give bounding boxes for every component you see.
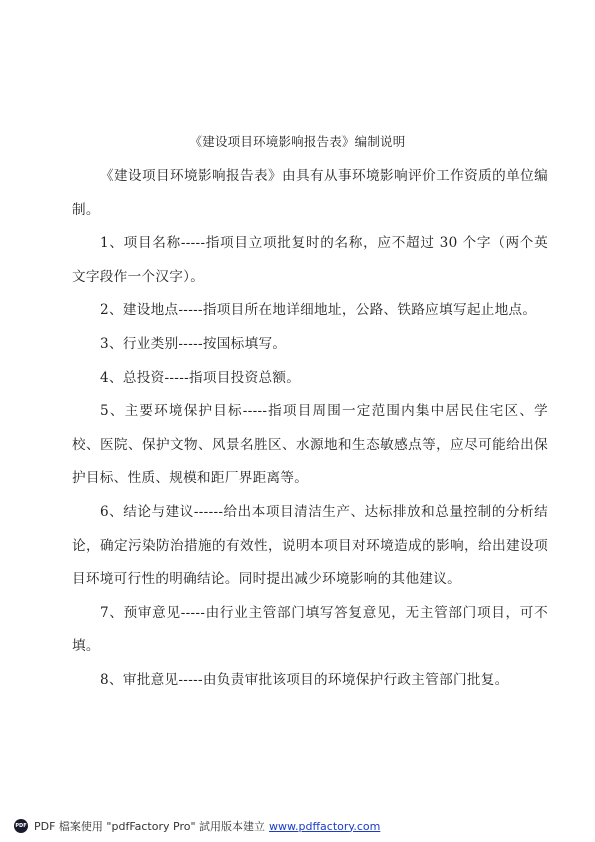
item-total-investment: 4、总投资-----指项目投资总额。	[100, 369, 301, 386]
item-protection-targets: 5、主要环境保护目标-----指项目周围一定范围内集中居民住宅区、学校、医院、保护文物、风景名胜区、水源地和生态敏感点等，应尽可能给出保护目标、性质、规模和距厂界距离等。	[72, 403, 548, 487]
document-title: 《建设项目环境影响报告表》编制说明	[189, 134, 406, 149]
pdf-logo-icon: PDF	[14, 819, 28, 833]
footer-link[interactable]: www.pdffactory.com	[269, 819, 381, 833]
item-conclusions: 6、结论与建议------给出本项目清洁生产、达标排放和总量控制的分析结论，确定污染防治措施的有效性，说明本项目对环境造成的影响，给出建设项目环境可行性的明确结论。同时提出减少环境影响的其他建议。	[72, 503, 548, 588]
item-project-name: 1、项目名称-----指项目立项批复时的名称，应不超过 30 个字（两个英文字段作一个汉字）。	[72, 235, 548, 285]
item-preliminary-review: 7、预审意见-----由行业主管部门填写答复意见，无主管部门项目，可不填。	[72, 604, 548, 655]
footer-text: PDF 檔案使用 "pdfFactory Pro" 試用版本建立	[34, 820, 266, 833]
pdf-footer	[14, 818, 380, 834]
intro-paragraph: 《建设项目环境影响报告表》由具有从事环境影响评价工作资质的单位编制。	[72, 168, 548, 218]
document-body	[72, 160, 548, 698]
item-industry-category: 3、行业类别-----按国标填写。	[100, 335, 287, 352]
item-construction-site: 2、建设地点-----指项目所在地详细地址，公路、铁路应填写起止地点。	[100, 302, 537, 319]
item-approval-opinion: 8、审批意见-----由负责审批该项目的环境保护行政主管部门批复。	[100, 671, 509, 688]
